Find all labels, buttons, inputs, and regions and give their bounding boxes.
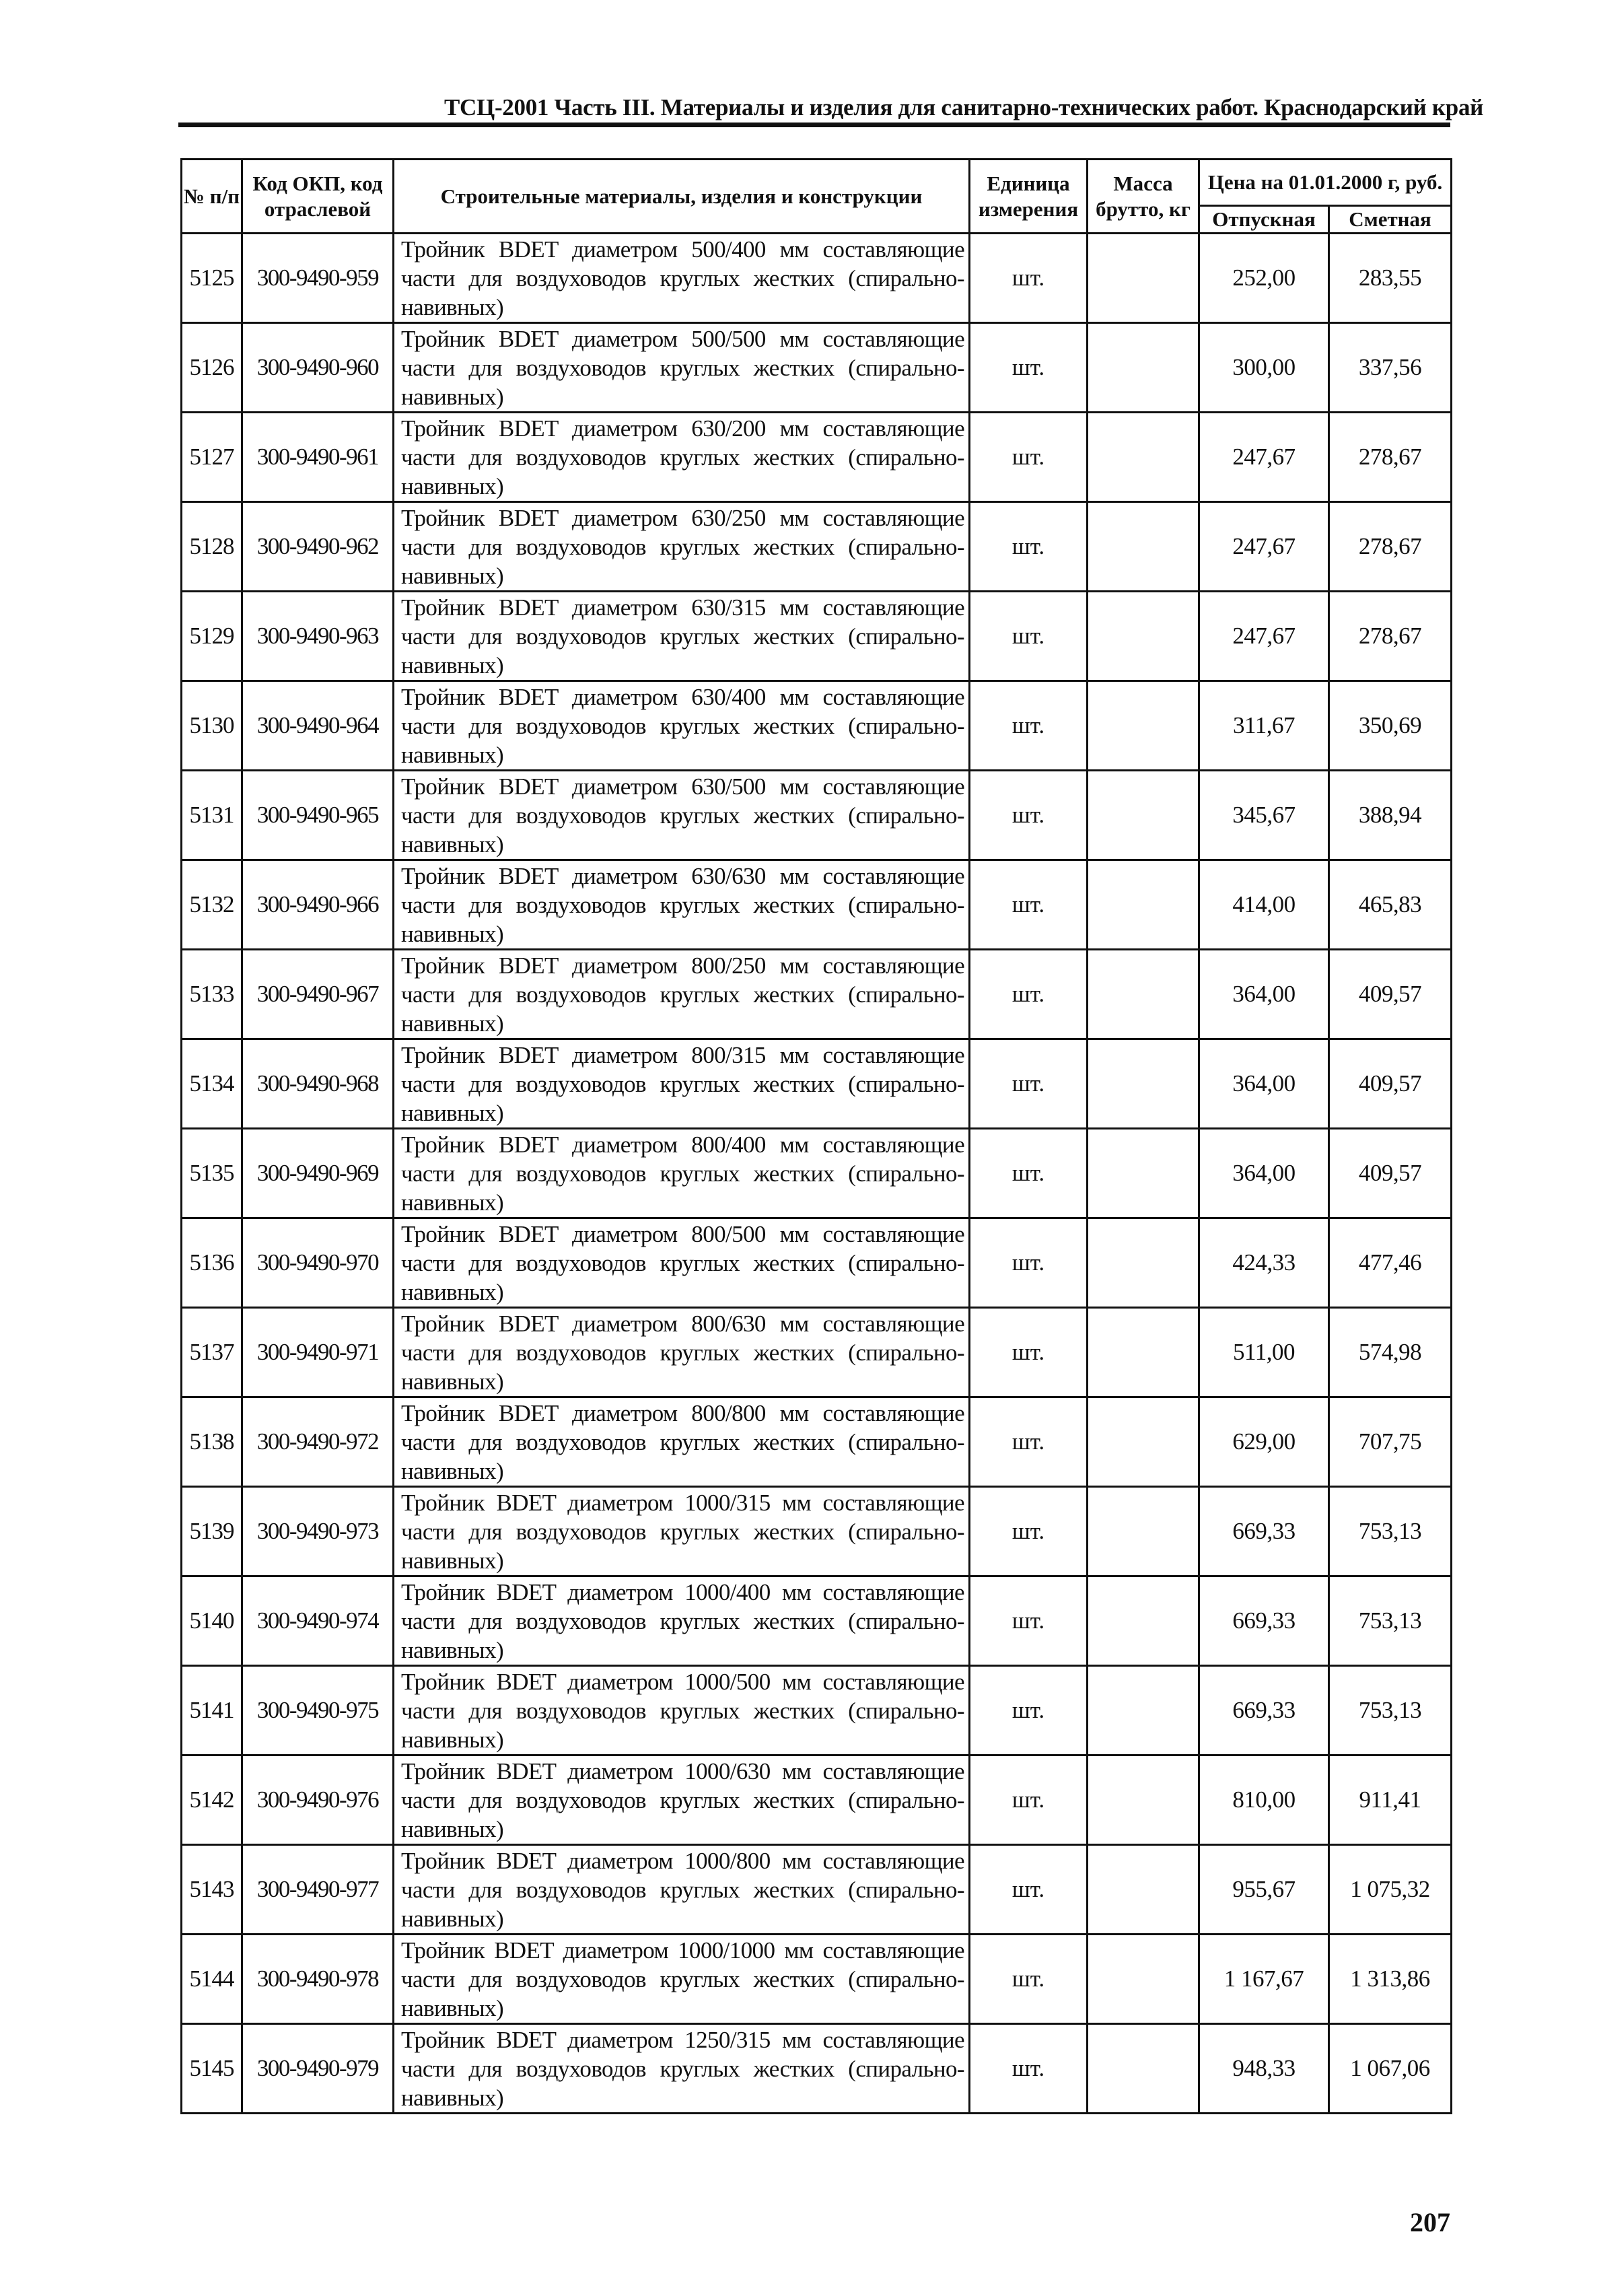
unit-of-measure: шт. (970, 681, 1088, 771)
table-row (182, 1666, 1452, 1755)
release-price: 345,67 (1199, 771, 1329, 860)
unit-of-measure: шт. (970, 1397, 1088, 1487)
okp-code: 300-9490-963 (242, 592, 394, 681)
okp-code: 300-9490-971 (242, 1308, 394, 1397)
estimate-price: 350,69 (1329, 681, 1452, 771)
row-number: 5143 (182, 1845, 242, 1935)
estimate-price: 278,67 (1329, 592, 1452, 681)
row-number: 5141 (182, 1666, 242, 1755)
table-row (182, 1576, 1452, 1666)
row-number: 5128 (182, 502, 242, 592)
unit-of-measure: шт. (970, 502, 1088, 592)
table-body (182, 234, 1452, 2114)
item-description: Тройник BDET диаметром 500/500 мм составляющие части для воздуховодов круглых жестких (спирально-навивных) (394, 323, 970, 413)
gross-mass (1088, 592, 1199, 681)
unit-of-measure: шт. (970, 950, 1088, 1039)
gross-mass (1088, 1666, 1199, 1755)
release-price: 948,33 (1199, 2024, 1329, 2114)
table-row (182, 1755, 1452, 1845)
item-description: Тройник BDET диаметром 630/200 мм составляющие части для воздуховодов круглых жестких (спирально-навивных) (394, 413, 970, 502)
row-number: 5142 (182, 1755, 242, 1845)
release-price: 669,33 (1199, 1487, 1329, 1576)
item-description: Тройник BDET диаметром 1000/800 мм составляющие части для воздуховодов круглых жестких (спирально-навивных) (394, 1845, 970, 1935)
release-price: 247,67 (1199, 502, 1329, 592)
okp-code: 300-9490-973 (242, 1487, 394, 1576)
col-header-estimate-price: Сметная (1329, 206, 1452, 234)
item-description: Тройник BDET диаметром 630/250 мм составляющие части для воздуховодов круглых жестких (спирально-навивных) (394, 502, 970, 592)
page-number: 207 (1410, 2207, 1450, 2237)
row-number: 5131 (182, 771, 242, 860)
table-row (182, 681, 1452, 771)
okp-code: 300-9490-976 (242, 1755, 394, 1845)
table-row (182, 323, 1452, 413)
item-description: Тройник BDET диаметром 800/800 мм составляющие части для воздуховодов круглых жестких (спирально-навивных) (394, 1397, 970, 1487)
header-rule (178, 123, 1450, 127)
table-row (182, 1039, 1452, 1129)
okp-code: 300-9490-970 (242, 1218, 394, 1308)
unit-of-measure: шт. (970, 1308, 1088, 1397)
table-row (182, 1845, 1452, 1935)
unit-of-measure: шт. (970, 323, 1088, 413)
item-description: Тройник BDET диаметром 630/315 мм составляющие части для воздуховодов круглых жестких (спирально-навивных) (394, 592, 970, 681)
table-row (182, 950, 1452, 1039)
table-row (182, 1218, 1452, 1308)
item-description: Тройник BDET диаметром 630/400 мм составляющие части для воздуховодов круглых жестких (спирально-навивных) (394, 681, 970, 771)
gross-mass (1088, 1039, 1199, 1129)
okp-code: 300-9490-977 (242, 1845, 394, 1935)
table-row (182, 413, 1452, 502)
gross-mass (1088, 1576, 1199, 1666)
row-number: 5134 (182, 1039, 242, 1129)
row-number: 5130 (182, 681, 242, 771)
unit-of-measure: шт. (970, 592, 1088, 681)
item-description: Тройник BDET диаметром 1000/315 мм составляющие части для воздуховодов круглых жестких (спирально-навивных) (394, 1487, 970, 1576)
okp-code: 300-9490-960 (242, 323, 394, 413)
release-price: 669,33 (1199, 1576, 1329, 1666)
okp-code: 300-9490-965 (242, 771, 394, 860)
gross-mass (1088, 502, 1199, 592)
item-description: Тройник BDET диаметром 800/315 мм составляющие части для воздуховодов круглых жестких (спирально-навивных) (394, 1039, 970, 1129)
okp-code: 300-9490-979 (242, 2024, 394, 2114)
row-number: 5125 (182, 234, 242, 323)
gross-mass (1088, 234, 1199, 323)
release-price: 364,00 (1199, 950, 1329, 1039)
release-price: 424,33 (1199, 1218, 1329, 1308)
table-row (182, 771, 1452, 860)
row-number: 5133 (182, 950, 242, 1039)
item-description: Тройник BDET диаметром 800/400 мм составляющие части для воздуховодов круглых жестких (спирально-навивных) (394, 1129, 970, 1218)
unit-of-measure: шт. (970, 1129, 1088, 1218)
release-price: 414,00 (1199, 860, 1329, 950)
okp-code: 300-9490-964 (242, 681, 394, 771)
unit-of-measure: шт. (970, 1755, 1088, 1845)
row-number: 5126 (182, 323, 242, 413)
release-price: 311,67 (1199, 681, 1329, 771)
estimate-price: 707,75 (1329, 1397, 1452, 1487)
estimate-price: 911,41 (1329, 1755, 1452, 1845)
gross-mass (1088, 771, 1199, 860)
unit-of-measure: шт. (970, 1576, 1088, 1666)
release-price: 1 167,67 (1199, 1935, 1329, 2024)
gross-mass (1088, 1755, 1199, 1845)
table-row (182, 860, 1452, 950)
okp-code: 300-9490-959 (242, 234, 394, 323)
gross-mass (1088, 1397, 1199, 1487)
okp-code: 300-9490-967 (242, 950, 394, 1039)
gross-mass (1088, 413, 1199, 502)
price-table (180, 158, 1452, 2114)
col-header-mass: Масса брутто, кг (1088, 160, 1199, 234)
release-price: 247,67 (1199, 592, 1329, 681)
gross-mass (1088, 1218, 1199, 1308)
gross-mass (1088, 1845, 1199, 1935)
row-number: 5144 (182, 1935, 242, 2024)
okp-code: 300-9490-974 (242, 1576, 394, 1666)
estimate-price: 283,55 (1329, 234, 1452, 323)
okp-code: 300-9490-968 (242, 1039, 394, 1129)
unit-of-measure: шт. (970, 1039, 1088, 1129)
gross-mass (1088, 1487, 1199, 1576)
release-price: 810,00 (1199, 1755, 1329, 1845)
unit-of-measure: шт. (970, 860, 1088, 950)
gross-mass (1088, 323, 1199, 413)
release-price: 669,33 (1199, 1666, 1329, 1755)
row-number: 5138 (182, 1397, 242, 1487)
row-number: 5137 (182, 1308, 242, 1397)
unit-of-measure: шт. (970, 771, 1088, 860)
release-price: 252,00 (1199, 234, 1329, 323)
gross-mass (1088, 1129, 1199, 1218)
gross-mass (1088, 1308, 1199, 1397)
item-description: Тройник BDET диаметром 630/500 мм составляющие части для воздуховодов круглых жестких (спирально-навивных) (394, 771, 970, 860)
row-number: 5132 (182, 860, 242, 950)
unit-of-measure: шт. (970, 1487, 1088, 1576)
item-description: Тройник BDET диаметром 1000/1000 мм составляющие части для воздуховодов круглых жестких (спирально-навивных) (394, 1935, 970, 2024)
row-number: 5127 (182, 413, 242, 502)
release-price: 247,67 (1199, 413, 1329, 502)
gross-mass (1088, 1935, 1199, 2024)
item-description: Тройник BDET диаметром 800/630 мм составляющие части для воздуховодов круглых жестких (спирально-навивных) (394, 1308, 970, 1397)
release-price: 364,00 (1199, 1129, 1329, 1218)
okp-code: 300-9490-962 (242, 502, 394, 592)
unit-of-measure: шт. (970, 234, 1088, 323)
col-header-name: Строительные материалы, изделия и конструкции (394, 160, 970, 234)
release-price: 300,00 (1199, 323, 1329, 413)
table-row (182, 1308, 1452, 1397)
estimate-price: 477,46 (1329, 1218, 1452, 1308)
item-description: Тройник BDET диаметром 1000/400 мм составляющие части для воздуховодов круглых жестких (спирально-навивных) (394, 1576, 970, 1666)
release-price: 511,00 (1199, 1308, 1329, 1397)
okp-code: 300-9490-972 (242, 1397, 394, 1487)
estimate-price: 278,67 (1329, 413, 1452, 502)
estimate-price: 409,57 (1329, 1129, 1452, 1218)
gross-mass (1088, 860, 1199, 950)
row-number: 5136 (182, 1218, 242, 1308)
item-description: Тройник BDET диаметром 1000/500 мм составляющие части для воздуховодов круглых жестких (спирально-навивных) (394, 1666, 970, 1755)
col-header-release-price: Отпускная (1199, 206, 1329, 234)
okp-code: 300-9490-961 (242, 413, 394, 502)
gross-mass (1088, 2024, 1199, 2114)
estimate-price: 574,98 (1329, 1308, 1452, 1397)
col-header-price-group: Цена на 01.01.2000 г, руб. (1199, 160, 1452, 206)
unit-of-measure: шт. (970, 1218, 1088, 1308)
row-number: 5129 (182, 592, 242, 681)
table-row (182, 1129, 1452, 1218)
gross-mass (1088, 950, 1199, 1039)
estimate-price: 1 313,86 (1329, 1935, 1452, 2024)
release-price: 629,00 (1199, 1397, 1329, 1487)
item-description: Тройник BDET диаметром 800/250 мм составляющие части для воздуховодов круглых жестких (спирально-навивных) (394, 950, 970, 1039)
estimate-price: 409,57 (1329, 1039, 1452, 1129)
col-header-unit: Единица измерения (970, 160, 1088, 234)
estimate-price: 753,13 (1329, 1666, 1452, 1755)
row-number: 5140 (182, 1576, 242, 1666)
row-number: 5135 (182, 1129, 242, 1218)
table-row (182, 502, 1452, 592)
estimate-price: 1 075,32 (1329, 1845, 1452, 1935)
col-header-code: Код ОКП, код отраслевой (242, 160, 394, 234)
okp-code: 300-9490-978 (242, 1935, 394, 2024)
release-price: 364,00 (1199, 1039, 1329, 1129)
page-header: ТСЦ-2001 Часть III. Материалы и изделия для санитарно-технических работ. Краснодарский край (444, 94, 1484, 120)
estimate-price: 465,83 (1329, 860, 1452, 950)
item-description: Тройник BDET диаметром 1250/315 мм составляющие части для воздуховодов круглых жестких (спирально-навивных) (394, 2024, 970, 2114)
item-description: Тройник BDET диаметром 1000/630 мм составляющие части для воздуховодов круглых жестких (спирально-навивных) (394, 1755, 970, 1845)
estimate-price: 388,94 (1329, 771, 1452, 860)
unit-of-measure: шт. (970, 1845, 1088, 1935)
col-header-num: № п/п (182, 160, 242, 234)
row-number: 5139 (182, 1487, 242, 1576)
item-description: Тройник BDET диаметром 630/630 мм составляющие части для воздуховодов круглых жестких (спирально-навивных) (394, 860, 970, 950)
okp-code: 300-9490-969 (242, 1129, 394, 1218)
table-row (182, 234, 1452, 323)
estimate-price: 278,67 (1329, 502, 1452, 592)
okp-code: 300-9490-975 (242, 1666, 394, 1755)
item-description: Тройник BDET диаметром 500/400 мм составляющие части для воздуховодов круглых жестких (спирально-навивных) (394, 234, 970, 323)
item-description: Тройник BDET диаметром 800/500 мм составляющие части для воздуховодов круглых жестких (спирально-навивных) (394, 1218, 970, 1308)
table-row (182, 1935, 1452, 2024)
estimate-price: 337,56 (1329, 323, 1452, 413)
release-price: 955,67 (1199, 1845, 1329, 1935)
estimate-price: 409,57 (1329, 950, 1452, 1039)
estimate-price: 1 067,06 (1329, 2024, 1452, 2114)
unit-of-measure: шт. (970, 1935, 1088, 2024)
table-row (182, 1487, 1452, 1576)
table-row (182, 1397, 1452, 1487)
estimate-price: 753,13 (1329, 1487, 1452, 1576)
unit-of-measure: шт. (970, 2024, 1088, 2114)
unit-of-measure: шт. (970, 413, 1088, 502)
table-row (182, 592, 1452, 681)
unit-of-measure: шт. (970, 1666, 1088, 1755)
gross-mass (1088, 681, 1199, 771)
estimate-price: 753,13 (1329, 1576, 1452, 1666)
okp-code: 300-9490-966 (242, 860, 394, 950)
row-number: 5145 (182, 2024, 242, 2114)
table-row (182, 2024, 1452, 2114)
